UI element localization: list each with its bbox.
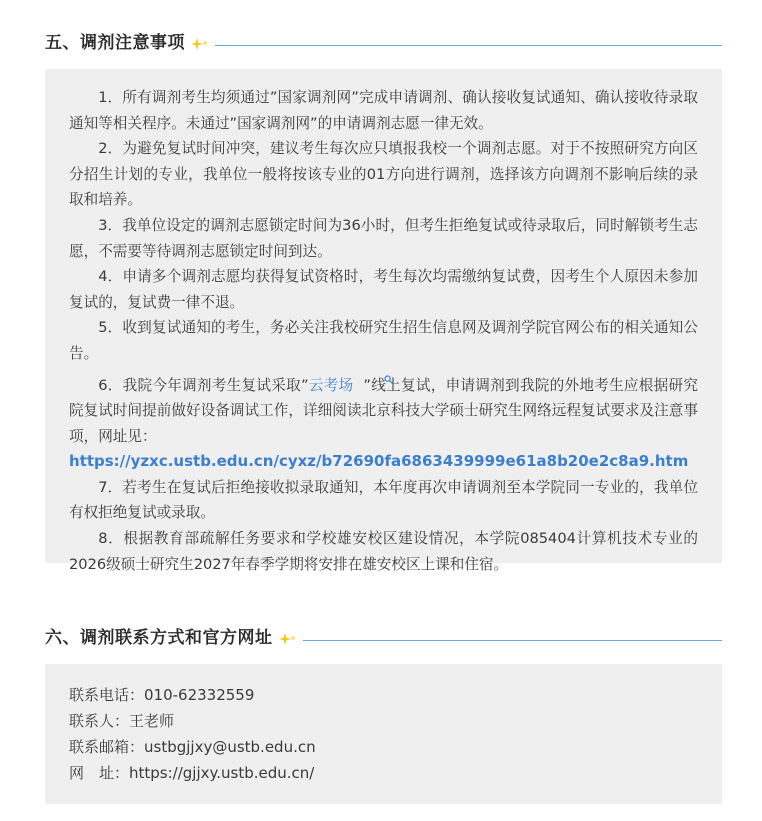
contact-email[interactable]: 联系邮箱：ustbgjjxy@ustb.edu.cn <box>69 738 316 756</box>
note-item-6-prefix: 6．我院今年调剂考生复试采取” <box>98 376 309 394</box>
requirements-url-link[interactable]: https://yzxc.ustb.edu.cn/cyxz/b72690fa6863439999e61a8b20e2c8a9.htm <box>69 452 689 471</box>
note-item-5: 5．收到复试通知的考生，务必关注我校研究生招生信息网及调剂学院官网公布的相关通知公告。 <box>69 319 698 362</box>
note-item-6-suffix: ”线上复试，申请调剂到我院的外地考生应根据研究院复试时间提前做好设备调试工作，详细阅读北京科技大学硕士研究生网络远程复试要求及注意事项，网址见： <box>69 376 698 445</box>
section-header <box>45 620 722 650</box>
cloud-exam-link[interactable]: 云考场 <box>308 376 354 394</box>
section-header <box>45 25 722 55</box>
contact-phone: 联系电话：010-62332559 <box>69 686 255 704</box>
url-line <box>69 449 698 475</box>
note-item-3: 3．我单位设定的调剂志愿锁定时间为36小时，但考生拒绝复试或待录取后，同时解锁考生志愿，不需要等待调剂志愿锁定时间到达。 <box>69 216 698 260</box>
section-adjustment-notes <box>45 25 722 573</box>
note-item-7: 7．若考生在复试后拒绝接收拟录取通知，本年度再次申请调剂至本学院同一专业的，我单位有权拒绝复试或录取。 <box>69 478 698 522</box>
search-icon[interactable] <box>354 367 363 376</box>
note-item-6 <box>69 367 698 450</box>
section-divider <box>215 45 722 46</box>
section-divider <box>303 640 723 641</box>
section-contact <box>45 620 722 804</box>
note-item-8: 8．根据教育部疏解任务要求和学校雄安校区建设情况，本学院085404计算机技术专业的2026级硕士研究生2027年春季学期将安排在雄安校区上课和住宿。 <box>69 529 698 573</box>
note-item-4: 4．申请多个调剂志愿均获得复试资格时，考生每次均需缴纳复试费，因考生个人原因未参加复试的，复试费一律不退。 <box>69 268 698 311</box>
section-title: 六、调剂联系方式和官方网址 <box>45 627 273 648</box>
contact-website[interactable]: 网 址：https://gjjxy.ustb.edu.cn/ <box>69 764 315 782</box>
note-item-2: 2．为避免复试时间冲突，建议考生每次应只填报我校一个调剂志愿。对于不按照研究方向区分招生计划的专业，我单位一般将按该专业的01方向进行调剂，选择该方向调剂不影响后续的录取和培养。 <box>69 140 698 209</box>
sparkle-icon <box>191 36 209 50</box>
section-title: 五、调剂注意事项 <box>45 32 185 53</box>
note-item-1: 1．所有调剂考生均须通过”国家调剂网”完成申请调剂、确认接收复试通知、确认接收待录取通知等相关程序。未通过”国家调剂网”的申请调剂志愿一律无效。 <box>69 89 698 132</box>
notes-box <box>45 69 722 573</box>
contact-box <box>45 664 722 804</box>
contact-person: 联系人：王老师 <box>69 712 175 730</box>
sparkle-icon <box>279 631 297 645</box>
